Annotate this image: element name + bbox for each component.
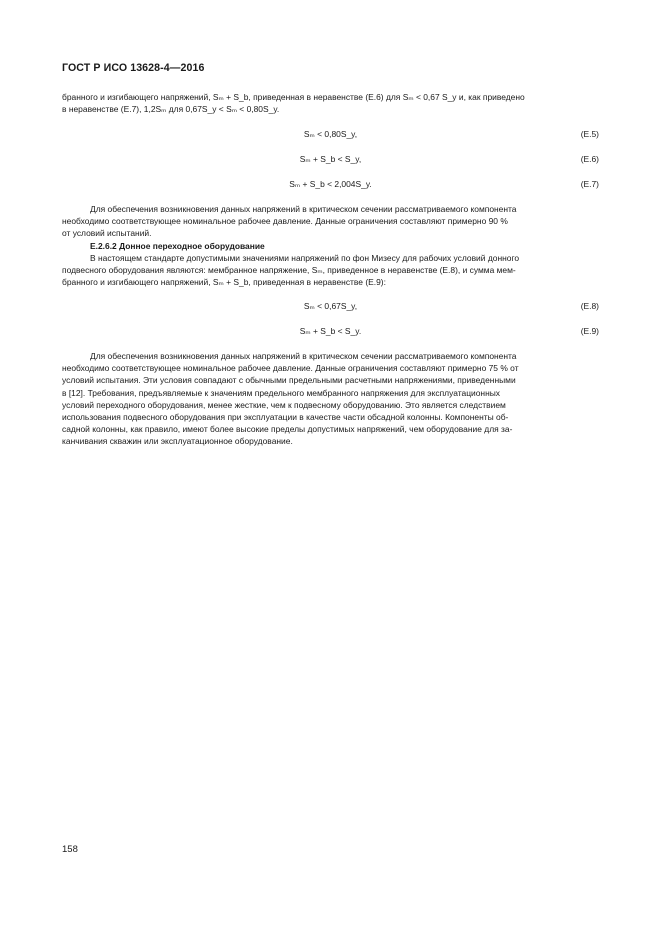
paragraph-1-line-2: в неравенстве (Е.7), 1,2Sₘ для 0,67S_y < Sₘ < 0,80S_y.	[62, 104, 280, 115]
equation-expression: Sₘ < 0,67S_y,	[303, 301, 358, 311]
equation-expression: Sₘ < 0,80S_y,	[303, 129, 358, 139]
equation-expression: Sₘ + S_b < 2,004S_y.	[289, 179, 372, 189]
paragraph-4-line-3: условий испытания. Эти условия совпадают с обычными предельными расчетными напряжениями, приведенными	[62, 375, 516, 386]
paragraph-3-line-3: бранного и изгибающего напряжений, Sₘ + S_b, приведенная в неравенстве (Е.9):	[62, 277, 386, 288]
equation-e6	[62, 153, 599, 165]
paragraph-2-line-2: необходимо соответствующее номинальное рабочее давление. Данные ограничения составляют примерно 90 %	[62, 216, 508, 227]
equation-number: (E.8)	[580, 301, 599, 311]
paragraph-4-line-1: Для обеспечения возникновения данных напряжений в критическом сечении рассматриваемого компонента	[90, 351, 517, 361]
equation-expression: Sₘ + S_b < S_y.	[299, 326, 362, 336]
paragraph-4-line-4: в [12]. Требования, предъявляемые к значениям предельного мембранного напряжения для эксплуатационных	[62, 387, 501, 398]
equation-number: (E.6)	[580, 154, 599, 164]
equation-e7	[62, 178, 599, 190]
equation-number: (E.9)	[580, 326, 599, 336]
equation-e9	[62, 325, 599, 337]
page-number: 158	[62, 844, 78, 855]
section-heading: Е.2.6.2 Донное переходное оборудование	[90, 240, 265, 251]
paragraph-4-line-5: условий переходного оборудования, менее жесткие, чем к подвесному оборудованию. Это является следствием	[62, 399, 506, 410]
paragraph-4-line-2: необходимо соответствующее номинальное рабочее давление. Данные ограничения составляют примерно 75 % от	[62, 363, 519, 374]
paragraph-4-line-6: использования подвесного оборудования при эксплуатации в качестве части обсадной колонны. Компоненты об-	[62, 412, 509, 423]
paragraph-2-line-1: Для обеспечения возникновения данных напряжений в критическом сечении рассматриваемого компонента	[90, 204, 517, 214]
equation-number: (E.7)	[580, 179, 599, 189]
paragraph-1	[62, 91, 599, 115]
paragraph-1-line-1: бранного и изгибающего напряжений, Sₘ + S_b, приведенная в неравенстве (Е.6) для Sₘ < 0,67 S_y и, как приведено	[62, 92, 525, 102]
paragraph-4-line-7: садной колонны, как правило, имеют более высокие пределы допустимых напряжений, чем оборудование для за-	[62, 424, 513, 435]
paragraph-4	[62, 350, 599, 448]
paragraph-4-line-8: канчивания скважин или эксплуатационное оборудование.	[62, 436, 293, 447]
paragraph-2	[62, 203, 599, 288]
equation-expression: Sₘ + S_b < S_y,	[299, 154, 362, 164]
paragraph-2-line-3: от условий испытаний.	[62, 228, 152, 239]
equation-e5	[62, 128, 599, 140]
document-header: ГОСТ Р ИСО 13628-4—2016	[62, 62, 205, 74]
paragraph-3-line-1: В настоящем стандарте допустимыми значениями напряжений по фон Мизесу для рабочих условий донного	[90, 252, 520, 263]
equation-number: (E.5)	[580, 129, 599, 139]
equation-e8	[62, 300, 599, 312]
paragraph-3-line-2: подвесного оборудования являются: мембранное напряжение, Sₘ, приведенное в неравенстве (Е.8), и сумма мем-	[62, 265, 516, 276]
